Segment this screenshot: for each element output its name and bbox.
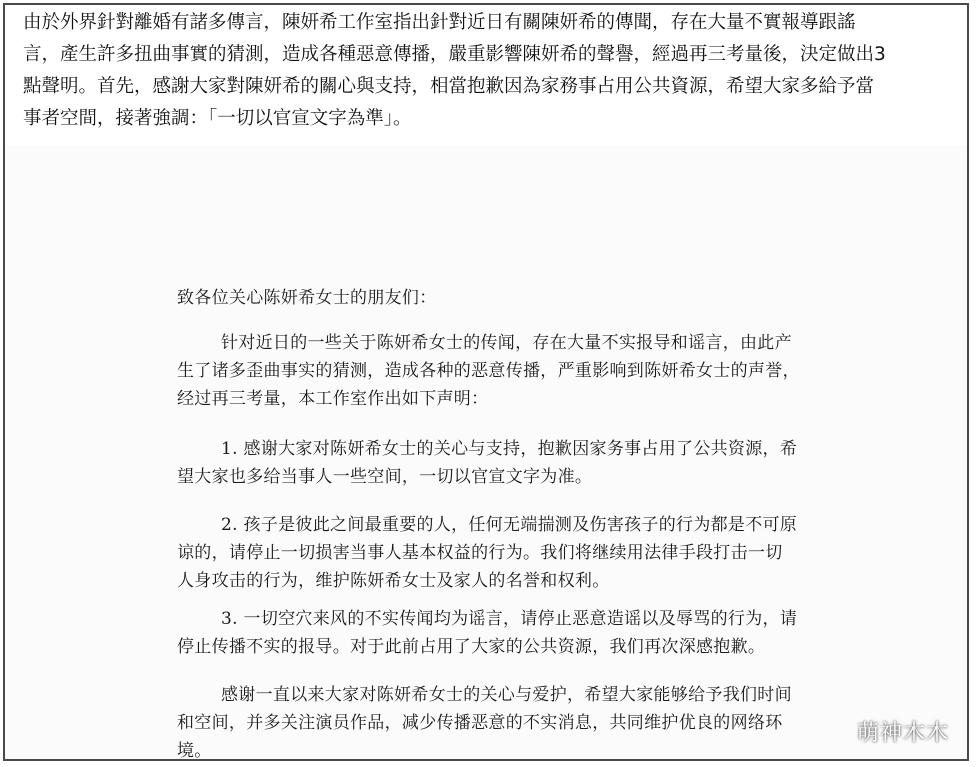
caption-line: 言，產生許多扭曲事實的猜測，造成各種惡意傳播，嚴重影響陳妍希的聲譽，經過再三考量後，決定做出3 [23, 44, 886, 65]
point-line: 停止传播不实的报导。对于此前占用了大家的公共资源，我们再次深感抱歉。 [177, 637, 766, 657]
point-line: 人身攻击的行为，维护陈妍希女士及家人的名誉和权利。 [177, 571, 610, 591]
caption-line: 點聲明。首先，感謝大家對陳妍希的關心與支持，相當抱歉因為家務事占用公共資源，希望大家多給予當 [23, 76, 875, 97]
point-line: 3. 一切空穴来风的不实传闻均为谣言，请停止恶意造谣以及辱骂的行为，请 [221, 609, 798, 629]
letter-point-2 [177, 511, 797, 595]
closing-line: 感谢一直以来大家对陈妍希女士的关心与爱护，希望大家能够给予我们时间 [221, 685, 792, 705]
point-line: 谅的，请停止一切损害当事人基本权益的行为。我们将继续用法律手段打击一切 [177, 543, 783, 563]
letter-point-3 [177, 605, 797, 661]
caption-line: 由於外界針對離婚有諸多傳言，陳妍希工作室指出針對近日有關陳妍希的傳聞，存在大量不實報導跟謠 [23, 12, 856, 33]
intro-line: 针对近日的一些关于陈妍希女士的传闻，存在大量不实报导和谣言，由此产 [221, 333, 792, 353]
point-line: 2. 孩子是彼此之间最重要的人，任何无端揣测及伤害孩子的行为都是不可原 [221, 515, 798, 535]
intro-line: 生了诸多歪曲事实的猜测，造成各种的恶意传播，严重影响到陈妍希女士的声誉， [177, 361, 800, 381]
caption-line: 事者空間，接著強調：「一切以官宣文字為準」。 [23, 108, 412, 129]
letter-point-1 [177, 435, 797, 491]
news-caption [23, 7, 969, 135]
letter-intro [177, 329, 800, 413]
letter-closing [177, 681, 792, 759]
point-line: 1. 感谢大家对陈妍希女士的关心与支持，抱歉因家务事占用了公共资源，希 [221, 439, 798, 459]
intro-line: 经过再三考量，本工作室作出如下声明： [177, 389, 489, 409]
watermark-text: 萌神木木 [856, 721, 949, 746]
point-line: 望大家也多给当事人一些空间，一切以官宣文字为准。 [177, 467, 593, 487]
article-frame [3, 3, 969, 761]
closing-line: 和空间，并多关注演员作品，减少传播恶意的不实消息，共同维护优良的网络环 [177, 713, 783, 733]
letter-greeting: 致各位关心陈妍希女士的朋友们： [177, 288, 437, 308]
statement-scan [5, 145, 967, 759]
closing-line: 境。 [177, 741, 212, 759]
